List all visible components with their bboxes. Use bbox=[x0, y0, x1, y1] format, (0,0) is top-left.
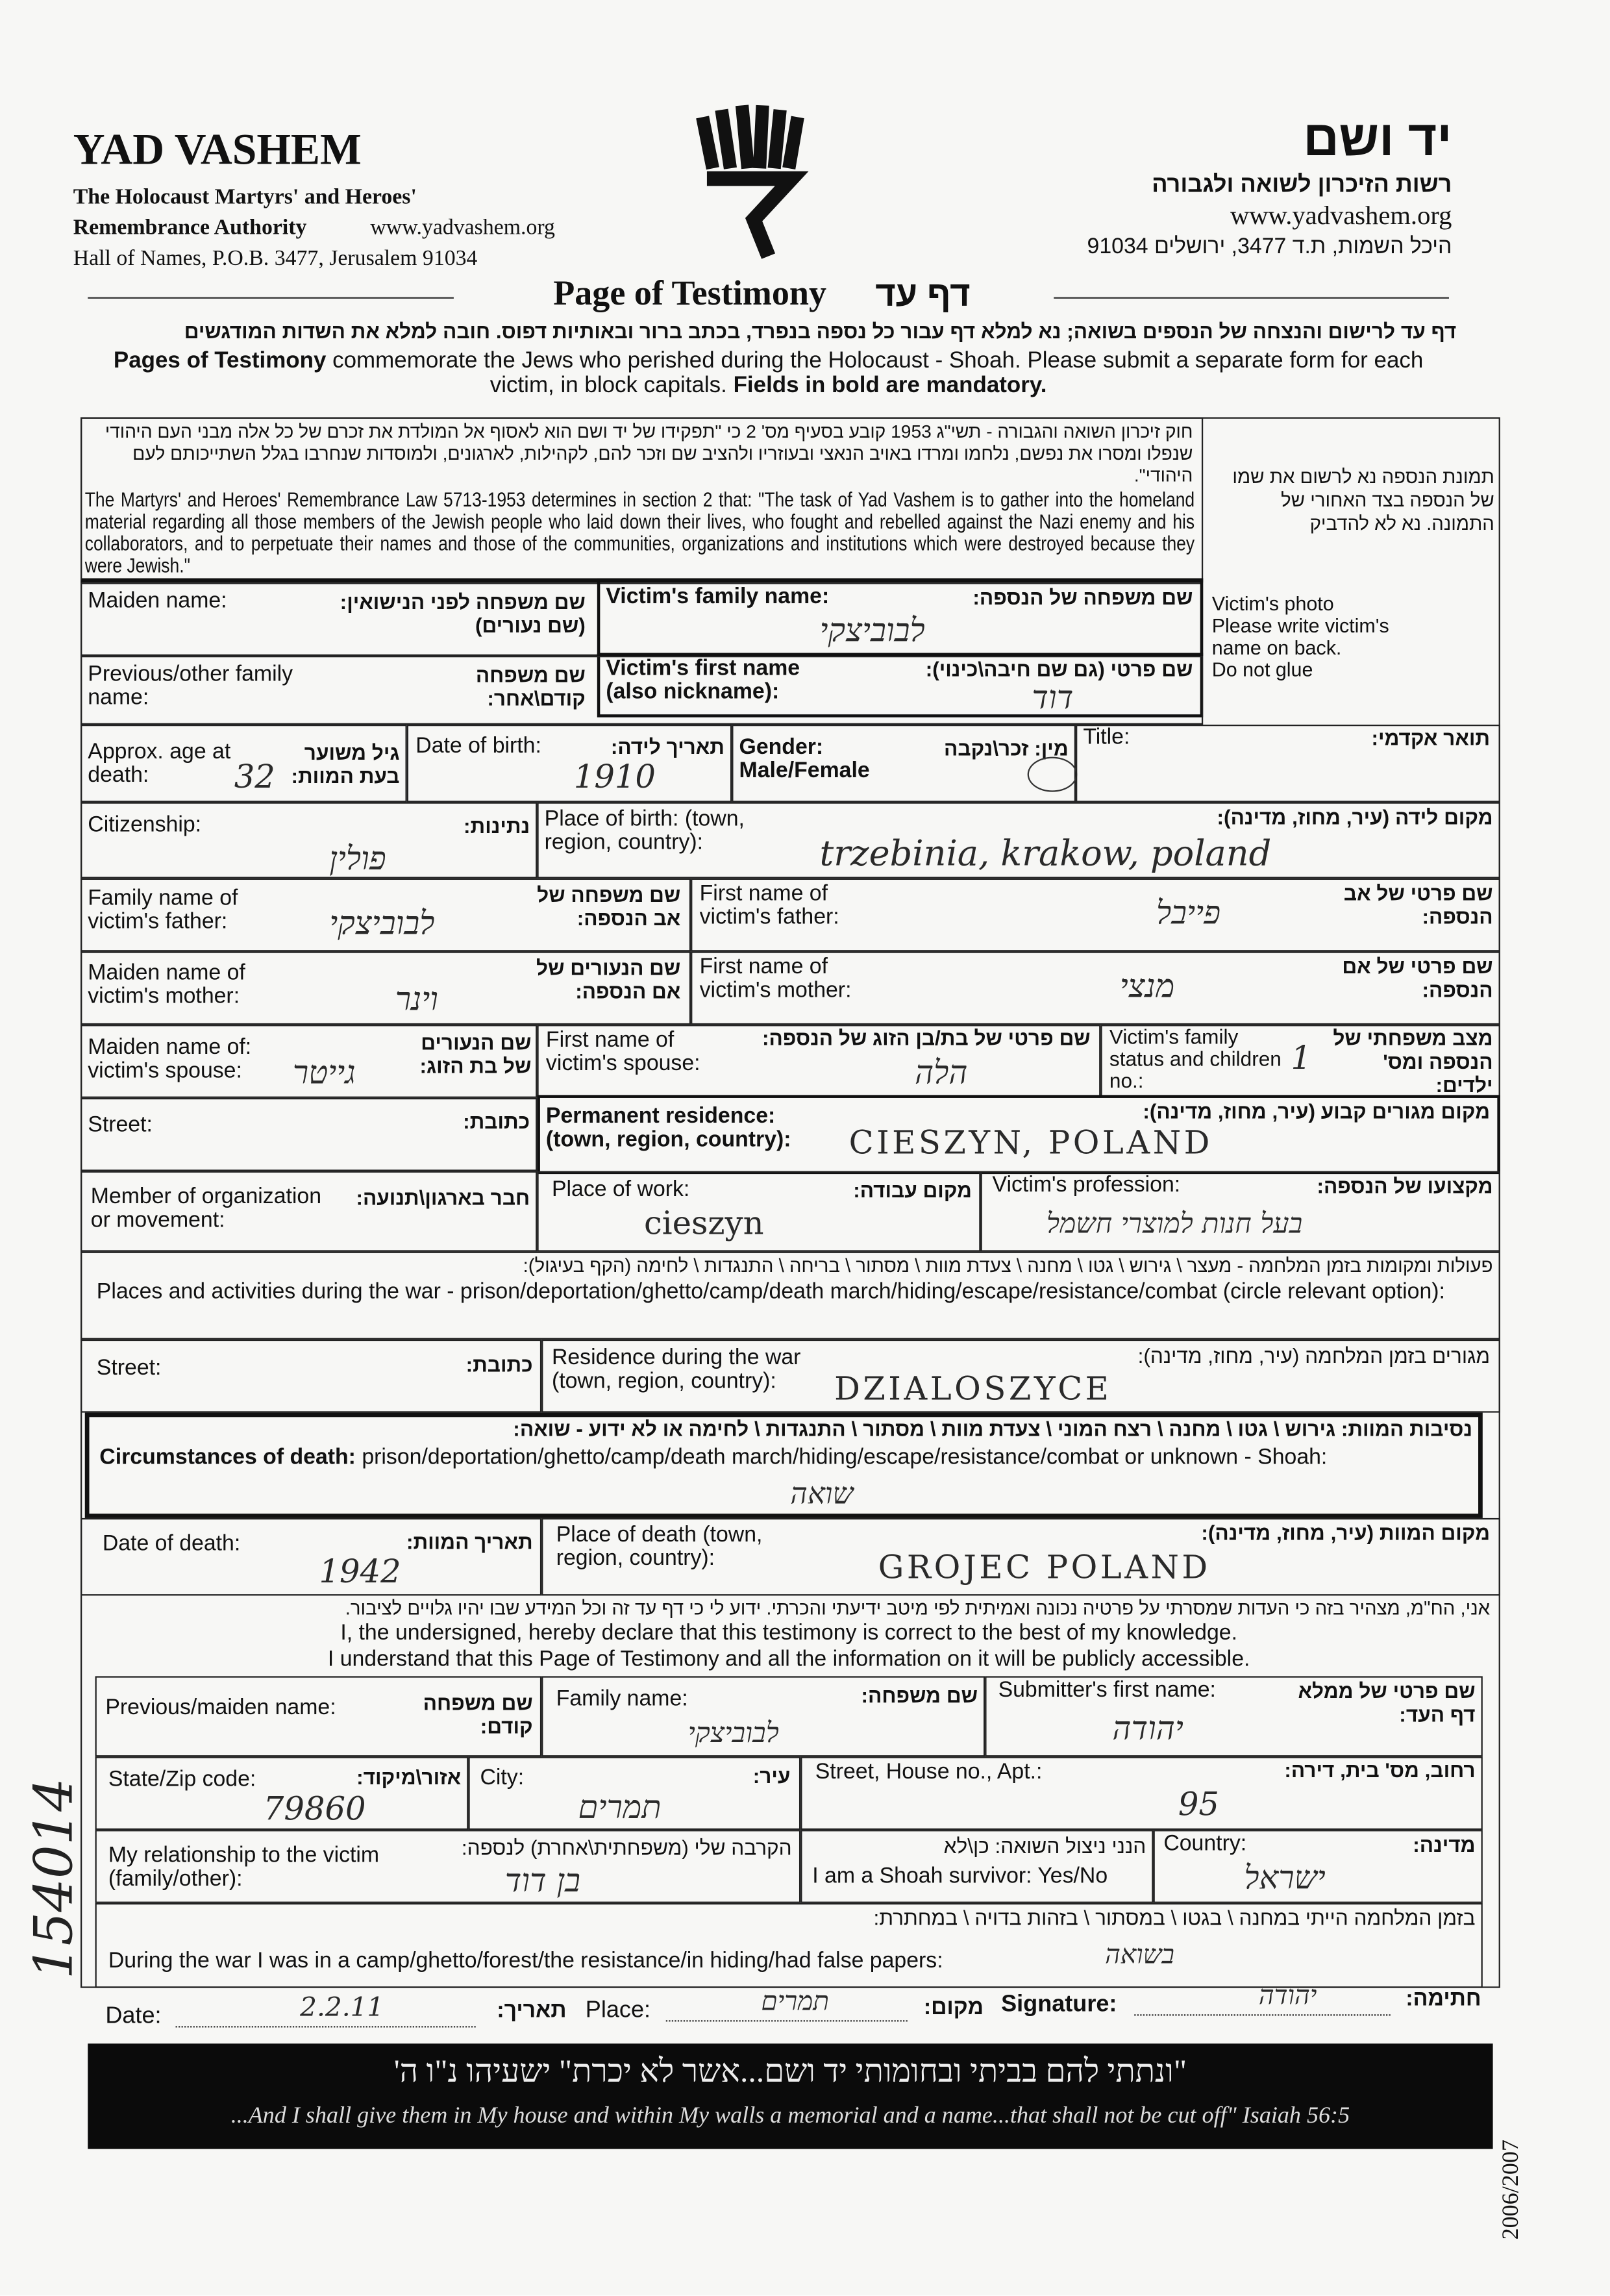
quote-he: "ונתתי להם בביתי ובחומותי יד ושם...אשר לא יכרת" ישעיהו נ"ו ה' bbox=[393, 2052, 1187, 2090]
mother-maiden-label: Maiden name of victim's mother: bbox=[88, 960, 245, 1009]
org-sub-he: רשות הזיכרון לשואה ולגבורה bbox=[1152, 173, 1452, 198]
submitter-prev-label: Previous/maiden name: bbox=[105, 1695, 336, 1721]
form-version: 2006/2007 bbox=[1498, 2140, 1524, 2240]
street-house-label-he: רחוב, מס' בית, דירה: bbox=[1284, 1758, 1476, 1782]
family-status-value[interactable]: 1 bbox=[1291, 1040, 1312, 1078]
zip-label: State/Zip code: bbox=[108, 1767, 256, 1792]
photo-note: Please write victim's name on back. bbox=[1211, 614, 1389, 659]
pod-label: Place of death (town, region, country): bbox=[556, 1522, 763, 1571]
father-family-label-he: שם משפחה של אב הנספה: bbox=[537, 882, 681, 930]
country-value[interactable]: ישראל bbox=[1244, 1860, 1326, 1897]
intro-mandatory: Fields in bold are mandatory. bbox=[733, 373, 1047, 399]
places-label: Places and activities during the war - prison/deportation/ghetto/camp/death march/hiding/escape/resistance/combat (circle relevant option): bbox=[96, 1279, 1445, 1304]
zip-value[interactable]: 79860 bbox=[263, 1791, 366, 1828]
signature-line[interactable] bbox=[1134, 2014, 1391, 2015]
pob-value[interactable]: trzebinia, krakow, poland bbox=[819, 832, 1272, 874]
intro-en-bold: Pages of Testimony bbox=[113, 348, 327, 373]
first-name-label-he: שם פרטי (גם שם חיבה\כינוי): bbox=[925, 657, 1193, 681]
family-status-label: Victim's family status and children no.: bbox=[1109, 1025, 1282, 1092]
org-sub2-en: Remembrance Authority bbox=[73, 216, 307, 240]
spouse-maiden-label: Maiden name of: victim's spouse: bbox=[88, 1034, 252, 1084]
war-submitter-value[interactable]: בשואה bbox=[1105, 1940, 1174, 1971]
intro-en bbox=[80, 349, 1456, 399]
spouse-maiden-value[interactable]: גייטר bbox=[292, 1055, 356, 1092]
family-status-label-he: מצב משפחתי של הנספה ומס' ילדים: bbox=[1333, 1026, 1493, 1097]
org-label-he: חבר בארגון\תנועה: bbox=[356, 1186, 530, 1210]
places-label-he: פעולות ומקומות בזמן המלחמה - מעצר \ גירוש \ גטו \ מחנה \ צעדת מוות \ מסתור \ בריחה \ התנגדות \ לחימה (הקף בעיגול): bbox=[523, 1254, 1493, 1277]
intro-en-text: commemorate the Jews who perished during the Holocaust - Shoah. Please submit a separate form for each victim, in block capitals. bbox=[326, 348, 1424, 399]
place-line bbox=[666, 2020, 908, 2021]
work-label: Place of work: bbox=[551, 1177, 690, 1202]
submitter-prev-label-he: שם משפחה קודם: bbox=[423, 1690, 533, 1738]
war-street-label-he: כתובת: bbox=[465, 1353, 533, 1377]
circumstances-label bbox=[99, 1446, 1475, 1469]
declaration-he: אני, הח"מ, מצהיר בזה כי העדות שמסרתי על פרטיה נכונה ואמיתית לפי מיטב ידיעתי והכרתי. ידוע לי כי דף עד זה וכל המידע שבו יהיו גלויים לציבור. bbox=[345, 1597, 1491, 1619]
divider bbox=[88, 297, 454, 299]
survivor-label-he: הנני ניצול השואה: כן\לא bbox=[943, 1834, 1146, 1858]
date-line bbox=[176, 2026, 476, 2027]
dob-value[interactable]: 1910 bbox=[573, 760, 656, 797]
photo-area[interactable] bbox=[1212, 593, 1417, 680]
page-title-en: Page of Testimony bbox=[553, 275, 827, 314]
city-label: City: bbox=[480, 1765, 525, 1791]
mother-first-label-he: שם פרטי של אם הנספה: bbox=[1342, 954, 1493, 1002]
org-sub1-en: The Holocaust Martyrs' and Heroes' bbox=[73, 186, 417, 210]
declaration-en-2: I understand that this Page of Testimony and all the information on it will be publicly accessible. bbox=[327, 1647, 1250, 1672]
mother-maiden-value[interactable]: וינר bbox=[395, 982, 438, 1019]
dob-label: Date of birth: bbox=[415, 733, 541, 758]
citizenship-value[interactable]: פולין bbox=[329, 842, 386, 879]
circumstances-value[interactable]: שואה bbox=[790, 1475, 854, 1511]
org-url-en: www.yadvashem.org bbox=[370, 216, 555, 240]
prev-family-label: Previous/other family name: bbox=[88, 662, 293, 710]
zip-label-he: אזור\מיקוד: bbox=[356, 1765, 462, 1789]
father-family-value[interactable]: לבוביצקי bbox=[329, 906, 435, 943]
submitter-family-label-he: שם משפחה: bbox=[861, 1683, 978, 1707]
father-first-label: First name of victim's father: bbox=[699, 881, 839, 930]
war-residence-label-he: מגורים בזמן המלחמה (עיר, מחוז, מדינה): bbox=[1137, 1343, 1491, 1367]
org-address-en: Hall of Names, P.O.B. 3477, Jerusalem 91034 bbox=[73, 247, 478, 271]
photo-label: Victim's photo bbox=[1211, 593, 1334, 615]
first-name-label: Victim's first name (also nickname): bbox=[606, 656, 800, 705]
pod-value[interactable]: GROJEC POLAND bbox=[878, 1550, 1211, 1587]
date-label: Date: bbox=[105, 2004, 162, 2029]
war-street-label: Street: bbox=[96, 1355, 162, 1380]
gender-label-he: מין: זכר\נקבה bbox=[944, 736, 1069, 760]
place-label-he: מקום: bbox=[923, 1995, 984, 2021]
circumstances-label-text: prison/deportation/ghetto/camp/death march/hiding/escape/resistance/combat or unknown - Shoah: bbox=[355, 1445, 1328, 1470]
maiden-name-label-he: שם משפחה לפני הנישואין: (שם נעורים) bbox=[340, 590, 586, 637]
survivor-label: I am a Shoah survivor: Yes/No bbox=[812, 1863, 1108, 1889]
spouse-first-label: First name of victim's spouse: bbox=[545, 1027, 700, 1077]
profession-label-he: מקצועו של הנספה: bbox=[1317, 1174, 1493, 1198]
signature-value[interactable]: יהודה bbox=[1258, 1980, 1317, 2012]
family-name-value[interactable]: לבוביצקי bbox=[819, 613, 925, 650]
family-name-label: Victim's family name: bbox=[606, 584, 830, 609]
spouse-maiden-label-he: שם הנעורים של בת הזוג: bbox=[419, 1030, 532, 1078]
intro-he: דף עד לרישום והנצחה של הנספים בשואה; נא למלא דף עבור כל נספה בנפרד, בכתב ברור ובאותיות דפוס. חובה למלא את השדות המודגשים bbox=[184, 319, 1457, 343]
submitter-family-value[interactable]: לבוביצקי bbox=[687, 1717, 779, 1750]
mother-first-value[interactable]: מנצי bbox=[1119, 969, 1175, 1006]
org-name-he: יד ושם bbox=[1303, 111, 1452, 168]
date-label-he: תאריך: bbox=[497, 1998, 567, 2023]
submitter-first-label: Submitter's first name: bbox=[998, 1677, 1216, 1703]
yad-vashem-logo bbox=[695, 103, 812, 264]
pob-label: Place of birth: (town, region, country): bbox=[544, 806, 745, 855]
law-box bbox=[80, 418, 1203, 583]
relation-label-he: הקרבה שלי (משפחתית\אחרת) לנספה: bbox=[461, 1836, 792, 1860]
war-submitter-label: During the war I was in a camp/ghetto/forest/the resistance/in hiding/had false papers: bbox=[108, 1948, 943, 1974]
org-name-en: YAD VASHEM bbox=[73, 125, 362, 175]
pod-label-he: מקום המוות (עיר, מחוז, מדינה): bbox=[1201, 1521, 1491, 1545]
signature-label-he: חתימה: bbox=[1406, 1986, 1481, 2012]
org-address-he: היכל השמות, ת.ד 3477, ירושלים 91034 bbox=[1087, 234, 1452, 260]
law-text-en: The Martyrs' and Heroes' Remembrance Law 5713-1953 determines in section 2 that: "The task of Yad Vashem is to gather into the homeland material regarding all those members of the Jewish people who laid down their lives, who fought and rebelled against the Nazi enemy and his collaborators, and to perpetuate their names and those of the communities, organizations and institutions which were destroyed because they were Jewish." bbox=[84, 489, 1195, 577]
submitter-first-label-he: שם פרטי של ממלא דף העד: bbox=[1298, 1678, 1476, 1727]
quote-en: ...And I shall give them in My house and within My walls a memorial and a name...that shall not be cut off" Isaiah 56:5 bbox=[230, 2103, 1350, 2129]
divider bbox=[1054, 297, 1449, 299]
dod-label-he: תאריך המוות: bbox=[406, 1529, 533, 1554]
work-value[interactable]: cieszyn bbox=[643, 1206, 764, 1243]
dob-label-he: תאריך לידה: bbox=[610, 734, 724, 758]
residence-value[interactable]: CIESZYN, POLAND bbox=[848, 1125, 1213, 1163]
org-url-he: www.yadvashem.org bbox=[1230, 200, 1452, 230]
submitter-first-value[interactable]: יהודה bbox=[1112, 1711, 1183, 1748]
citizenship-label: Citizenship: bbox=[88, 812, 202, 838]
country-label: Country: bbox=[1163, 1831, 1247, 1856]
profession-value[interactable]: בעל חנות למוצרי חשמל bbox=[1046, 1207, 1303, 1240]
war-submitter-label-he: בזמן המלחמה הייתי במחנה \ בגטו \ במסתור \ בזהות בדויה \ במחתרת: bbox=[873, 1906, 1476, 1930]
citizenship-label-he: נתינות: bbox=[464, 814, 530, 838]
pob-label-he: מקום לידה (עיר, מחוז, מדינה): bbox=[1217, 805, 1493, 829]
city-label-he: עיר: bbox=[752, 1764, 791, 1788]
archive-number: 154014 bbox=[25, 1778, 85, 1980]
page-title-he: דף עד bbox=[875, 275, 971, 315]
dod-label: Date of death: bbox=[102, 1531, 241, 1556]
gender-label: Gender: Male/Female bbox=[739, 734, 870, 784]
spouse-first-label-he: שם פרטי של בת/בן הזוג של הנספה: bbox=[762, 1026, 1091, 1050]
residence-label: Permanent residence: (town, region, country): bbox=[545, 1103, 791, 1153]
gender-male-circle[interactable] bbox=[1028, 757, 1078, 792]
photo-glue-note: Do not glue bbox=[1211, 658, 1313, 681]
declaration-en-1: I, the undersigned, hereby declare that this testimony is correct to the best of my knowledge. bbox=[340, 1620, 1237, 1646]
dod-value[interactable]: 1942 bbox=[319, 1554, 401, 1591]
org-label: Member of organization or movement: bbox=[90, 1184, 322, 1233]
father-first-value[interactable]: פייבל bbox=[1156, 895, 1221, 933]
relation-value[interactable]: בן דוד bbox=[504, 1863, 581, 1901]
circumstances-label-he: נסיבות המוות: גירוש \ גטו \ מחנה \ רצח המוני \ צעדת מוות \ מסתור \ התנגדות \ לחימה או לא ידוע - שואה: bbox=[513, 1417, 1473, 1441]
photo-instructions-he: תמונת הנספה נא לרשום את שמו של הנספה בצד האחורי של התמונה. נא לא להדביק bbox=[1232, 465, 1494, 534]
mother-first-label: First name of victim's mother: bbox=[699, 954, 852, 1003]
place-value[interactable]: תמרים bbox=[761, 1986, 830, 2017]
street-label-he: כתובת: bbox=[463, 1109, 530, 1133]
maiden-name-label: Maiden name: bbox=[88, 588, 227, 614]
street-house-value[interactable]: 95 bbox=[1178, 1787, 1219, 1825]
residence-label-he: מקום מגורים קבוע (עיר, מחוז, מדינה): bbox=[1143, 1099, 1491, 1123]
age-value[interactable]: 32 bbox=[234, 760, 275, 797]
street-house-label: Street, House no., Apt.: bbox=[815, 1759, 1043, 1785]
quote-banner bbox=[88, 2043, 1492, 2149]
law-text-he: חוק זיכרון השואה והגבורה - תשי"ג 1953 קובע בסעיף מס' 2 כי "תפקידו של יד ושם הוא לאסוף אל המולדת את זכרם של כל אלה מבני העם היהודי שנפלו ומסרו את נפשם, נלחמו ומרדו באויב הנאצי ובעוזריו ולהציב שם וזכר להם, לקהילות, לארגונים, ולמוסדות שנחרבו בגלל השתייכותם לעם היהודי". bbox=[105, 421, 1193, 486]
war-residence-value[interactable]: DZIALOSZYCE bbox=[834, 1371, 1112, 1408]
circumstances-label-bold: Circumstances of death: bbox=[99, 1445, 356, 1470]
family-name-label-he: שם משפחה של הנספה: bbox=[972, 585, 1193, 609]
war-residence-label: Residence during the war (town, region, country): bbox=[551, 1345, 801, 1394]
prev-family-label-he: שם משפחה קודם\אחר: bbox=[475, 663, 586, 710]
title-label: Title: bbox=[1083, 724, 1130, 750]
age-label: Approx. age at death: bbox=[88, 739, 231, 788]
submitter-family-label: Family name: bbox=[556, 1686, 688, 1712]
first-name-value[interactable]: דוד bbox=[1032, 680, 1074, 718]
signature-label: Signature: bbox=[1001, 1992, 1117, 2017]
relation-label: My relationship to the victim (family/other): bbox=[108, 1843, 380, 1891]
profession-label: Victim's profession: bbox=[992, 1172, 1181, 1198]
date-value[interactable]: 2.2.11 bbox=[300, 1992, 384, 2023]
place-label: Place: bbox=[585, 1998, 651, 2023]
spouse-first-value[interactable]: הלה bbox=[915, 1055, 968, 1092]
age-label-he: גיל משוער בעת המוות: bbox=[291, 740, 400, 788]
country-label-he: מדינה: bbox=[1413, 1832, 1476, 1856]
work-label-he: מקום עבודה: bbox=[853, 1178, 972, 1202]
city-value[interactable]: תמרים bbox=[578, 1790, 662, 1827]
father-first-label-he: שם פרטי של אב הנספה: bbox=[1343, 881, 1493, 929]
title-label-he: תואר אקדמי: bbox=[1371, 726, 1491, 750]
street-label: Street: bbox=[88, 1112, 153, 1138]
mother-maiden-label-he: שם הנעורים של אם הנספה: bbox=[536, 956, 681, 1003]
father-family-label: Family name of victim's father: bbox=[88, 885, 238, 934]
